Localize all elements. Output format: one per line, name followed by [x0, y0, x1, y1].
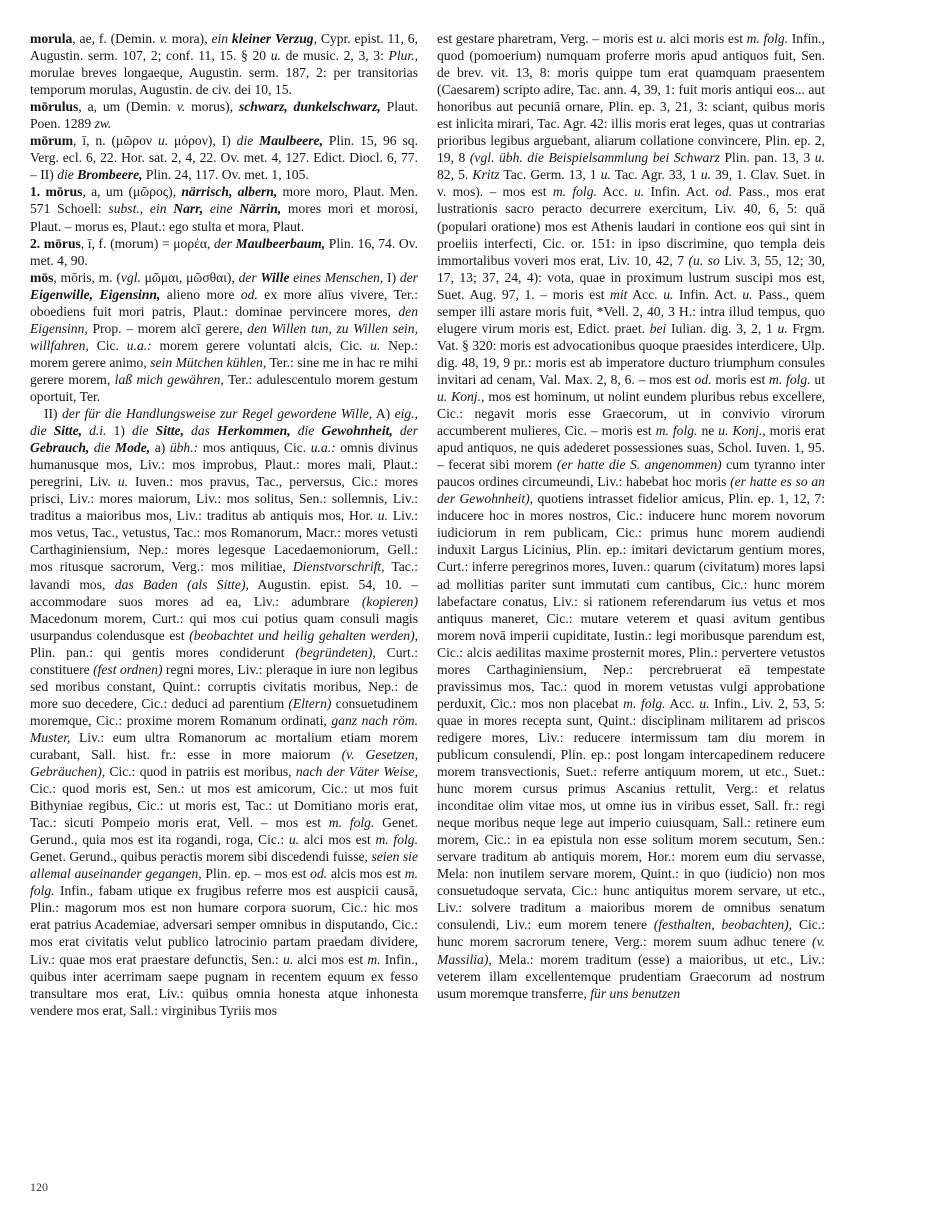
left-column-entry: 2. mōrus, ī, f. (morum) = μορέα, der Maulbeerbaum, Plin. 16, 74. Ov. met. 4, 90. — [30, 235, 418, 268]
right-column-entry: est gestare pharetram, Verg. – moris est u. alci moris est m. folg. Infin., quod (pomoerium) numquam proferre moris apud antiquos fuit, Sen. de brev. vit. 13, 8: moris quippe tum erat quamquam praesentem (Caesarem) scripto adire, Tac. ann. 4, 39, 1: fuit moris antiqui eos... aut honoribus aut pecuniā ornare, Plin. ep. 3, 21, 3: sciant, quibus moris est inlicita mirari, Tac. Agr. 42: illis moris erat leges, quas ut contrarias prioribus legibus arguebant, aliarum collatione convincere, Plin. ep. 2, 19, 8 (vgl. übh. die Beispielsammlung bei Schwarz Plin. pan. 13, 3 u. 82, 5. Kritz Tac. Germ. 13, 1 u. Tac. Agr. 33, 1 u. 39, 1. Clav. Suet. in v. mos). – mos est m. folg. Acc. u. Infin. Act. od. Pass., mos erat lustrationis sacro peracto decurrere exercitum, Liv. 40, 6, 5: quā (populari oratione) mos est Athenis laudari in contione eos qui sint in proeliis interfecti, Cic. or. 151: in ipso discrimine, quo templa deis immortalibus voveri mos erat, Liv. 10, 42, 7 (u. so Liv. 3, 55, 12; 30, 17, 13; 37, 24, 4): vota, quae in proximum lustrum suscipi mos est, Suet. Aug. 97, 1. – moris est mit Acc. u. Infin. Act. u. Pass., quem semper illi astare moris fuit, *Vell. 2, 40, 3 H.: intra illud tempus, quo elugere virum moris est, Edict. praet. bei Iulian. dig. 3, 2, 1 u. Frgm. Vat. § 320: moris est advocationibus quoque praesides interdicere, Ulp. dig. 48, 19, 9 pr.: moris est ab imperatore ducturo triumphum consules invitari ad cenam, Val. Max. 2, 8, 6. – mos est od. moris est m. folg. ut u. Konj., mos est hominum, ut nolint eundem pluribus rebus excellere, Cic.: negavit moris esse Graecorum, ut in convivio virorum accumberent mulieres, Cic. – moris est m. folg. ne u. Konj., moris erat apud antiquos, ne quis adederet possessiones suas, Schol. Iuven. 1, 95. – fecerat sibi morem (er hatte die S. angenommen) cum tyranno inter paucos ordines circumeundi, Liv.: habebat hoc moris (er hatte es so an der Gewohnheit), quotiens intrasset fidelior amicus, Plin. ep. 1, 12, 7: inducere hoc in mores nostros, Cic.: inducere hunc morem novorum iudiciorum in rem publicam, Cic.: primus hunc morem audiendi induxit Largus Licinius, Plin. ep.: imitari devictarum gentium mores, Curt.: inferre peregrinos mores, Iuven.: quarum (civitatum) mores lapsi ad mollitias pariter sunt immutati cum cantibus, Cic.: hunc morem labefactare conatus, Liv.: si rationem referendarum ius vetus et mos antiquus maneret, Cic.: mutare veterem et quasi avitum gentibus morem novā imperii cupiditate, Iustin.: legi moribusque parendum est, Cic.: alcis aedilitas maxime prosternit mores, Plin.: pervertere vetustos mores Carthaginiensium, Nep.: percrebruerat eā tempestate pravissimus mos, Tac.: quod in morem vetustas vulgi approbatione perduxit, Cic.: mos non placebat m. folg. Acc. u. Infin., Liv. 2, 53, 5: quae in mores recepta sunt, Quint.: disciplinam militarem ad priscos redigere mores, Liv.: reducere intermissum tam diu morem in publicum consulendi, Plin. ep.: post longam intercapedinem reducere morem transvectionis, Suet.: referre antiquum morem, ut etc., Suet.: hunc morem cursus primus Ascanius rettulit, Verg.: et relatus inconditae olim vitae mos, ut omne ius in viribus esset, Sall. fr.: regi neque moribus neque lege aut imperio cuiusquam, Sall.: retinere eum morem, Cic.: in ea epistula non esse solitum morem secutum, Sen.: servare traditum ab antiquis morem, Hor.: morem eum diu servasse, Mela: non inutilem servare morem, Quint.: in quo (iudicio) non mos consuetudoque servata, Cic.: hunc antiquitus morem servare, ut etc., Liv.: solvere traditum a maioribus morem de omnibus senatum consulendi, Liv.: eum morem tenere (festhalten, beobachten), Cic.: hunc morem sacrorum tenere, Verg.: morem suum adhuc tenere (v. Massilia), Mela.: morem traditum (esse) a maioribus, ut etc., Liv.: veterem illam excellentemque prudentiam Graecorum ad nostrum usum moremque transferre, für uns benutzen — [437, 31, 825, 1001]
left-column-entry: mōrum, ī, n. (μῶρον u. μόρον), I) die Maulbeere, Plin. 15, 96 sq. Verg. ecl. 6, 22. Hor. sat. 2, 4, 22. Ov. met. 4, 127. Edict. Diocl. 6, 77. – II) die Brombeere, Plin. 24, 117. Ov. met. 1, 105. — [30, 133, 418, 183]
right-column — [437, 30, 825, 1170]
left-column-entry: 1. mōrus, a, um (μῶρος), närrisch, albern, more moro, Plaut. Men. 571 Schoell: subst., ein Narr, eine Närrin, mores mori et morosi, Plaut. – morus es, Plaut.: ego stulta et mora, Plaut. — [30, 184, 418, 234]
left-column — [30, 30, 418, 1170]
left-column-entry: morula, ae, f. (Demin. v. mora), ein kleiner Verzug, Cypr. epist. 11, 6, Augustin. serm. 107, 2; conf. 11, 15. § 20 u. de music. 2, 3, 3: Plur., morulae breves longaeque, Augustin. serm. 187, 2: per transitorias temporum morulas, Augustin. de civ. dei 10, 15. — [30, 31, 418, 98]
page-number: 120 — [30, 1180, 48, 1194]
left-column-entry: mōrulus, a, um (Demin. v. morus), schwarz, dunkelschwarz, Plaut. Poen. 1289 zw. — [30, 99, 418, 132]
left-column-entry: II) der für die Handlungsweise zur Regel gewordene Wille, A) eig., die Sitte, d.i. 1) die Sitte, das Herkommen, die Gewohnheit, der Gebrauch, die Mode, a) übh.: mos antiquus, Cic. u.a.: omnis divinus humanusque mos, Liv.: mos improbus, Plaut.: mores mali, Plaut.: peregrini, Liv. u. Iuven.: mos pravus, Tac., perversus, Cic.: mores prisci, Liv.: mores maiorum, Liv.: mos solitus, Sen.: sollemnis, Liv.: traditus a maioribus mos, Liv.: traditus ab antiquis mos, Hor. u. Liv.: mos vetus, Tac., vetustus, Tac.: mos Romanorum, Macr.: mores vetusti Carthaginiensium, Nep.: mores legesque Lacedaemoniorum, Gell.: mos ritusque sacrorum, Verg.: mos militiae, Dienstvorschrift, Tac.: lavandi mos, das Baden (als Sitte), Augustin. epist. 54, 10. – accommodare suos mores ad ea, Liv.: adumbrare (kopieren) Macedonum morem, Curt.: qui mos cui potius quam consuli magis usurpandus colendusque est (beobachtet und heilig gehalten werden), Plin. pan.: qui gentis mores condiderunt (begründeten), Curt.: constituere (fest ordnen) regni mores, Liv.: pleraque in iure non legibus sed moribus constant, Quint.: corruptis civitatis moribus, Nep.: de more suo decedere, Cic.: deduci ad parentium (Eltern) consuetudinem moremque, Cic.: proxime morem Romanum ordinati, ganz nach röm. Muster, Liv.: eum ultra Romanorum ac mortalium etiam morem curabant, Sall. hist. fr.: esse in more maiorum (v. Gesetzen, Gebräuchen), Cic.: quod in patriis est moribus, nach der Väter Weise, Cic.: quod moris est, Sen.: ut mos est amicorum, Cic.: ut mos fuit Bithyniae regibus, Cic.: ut moris est, Tac.: ut Domitiano moris erat, Tac.: sicuti Pompeio moris erat, Vell. – mos est m. folg. Genet. Gerund., quia mos est ita rogandi, roga, Cic.: u. alci mos est m. folg. Genet. Gerund., quibus peractis morem sibi discedendi fuisse, seien sie allemal auseinander gegangen, Plin. ep. – mos est od. alcis mos est m. folg. Infin., fabam utique ex frugibus referre mos est auspicii causā, Plin.: magorum mos est non humare corpora suorum, Cic.: hic mos erat patrius Academiae, adversari semper omnibus in disputando, Cic.: mos erat civitatis velut publico latrocinio partam praedam dividere, Liv.: quae mos erat praestare defunctis, Sen.: u. alci mos est m. Infin., quibus inter acerrimam saepe pugnam in recentem equum ex fesso transultare mos erat, Liv.: quibus omnia honesta atque inhonesta vendere mos erat, Sall.: virginibus Tyriis mos — [30, 406, 418, 1018]
left-column-entry: mōs, mōris, m. (vgl. μῶμαι, μῶσθαι), der Wille eines Menschen, I) der Eigenwille, Eigensinn, alieno more od. ex more alīus vivere, Ter.: oboediens fuit mori patris, Plaut.: dominae pervincere mores, den Eigensinn, Prop. – morem alcī gerere, den Willen tun, zu Willen sein, willfahren, Cic. u.a.: morem gerere voluntati alcis, Cic. u. Nep.: morem gerere animo, sein Mütchen kühlen, Ter.: sine me in hac re mihi gerere morem, laß mich gewähren, Ter.: adulescentulo morem gestum oportuit, Ter. — [30, 269, 418, 404]
